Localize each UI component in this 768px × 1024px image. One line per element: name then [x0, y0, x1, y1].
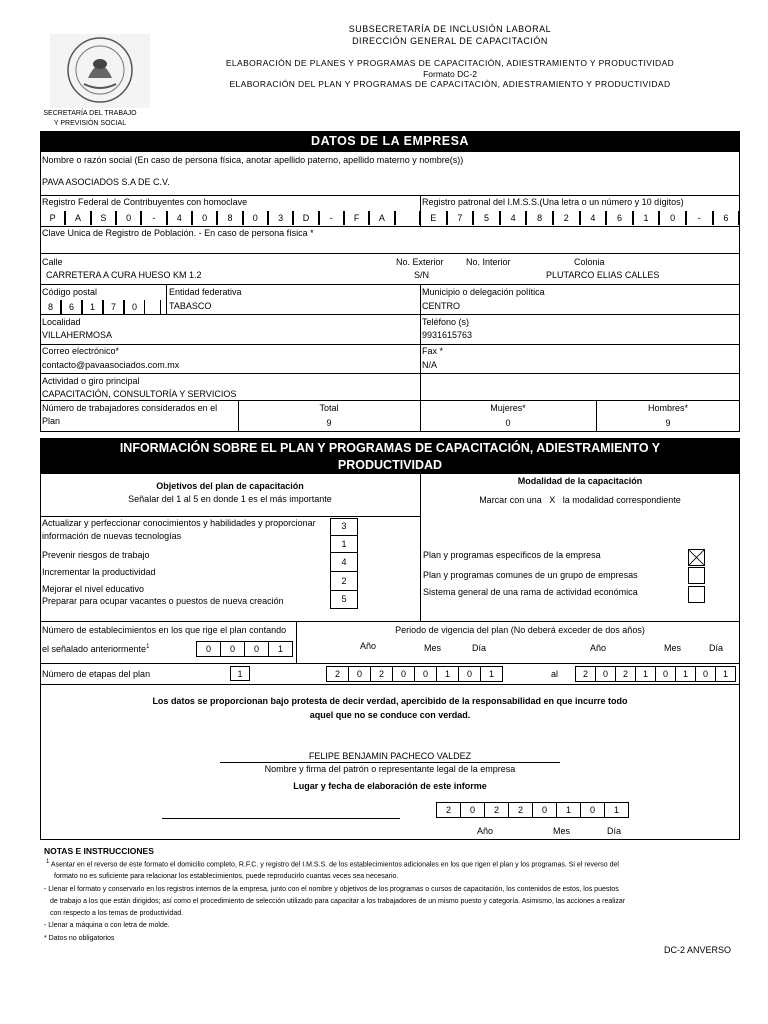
- actividad-label: Actividad o giro principal: [42, 376, 140, 386]
- plan-title-line2: PRODUCTIVIDAD: [337, 458, 443, 472]
- vigencia-al-label: al: [551, 669, 559, 679]
- footnote-marker: 1: [146, 644, 150, 650]
- correo-label: Correo electrónico*: [42, 346, 120, 356]
- char-cell: 0: [196, 641, 221, 657]
- char-cell: D: [293, 211, 318, 225]
- char-cell: 0: [220, 641, 245, 657]
- trabajadores-label2: Plan: [42, 416, 61, 426]
- objetivos-title: Objetivos del plan de capacitación: [156, 481, 304, 491]
- no-ext-value[interactable]: S/N: [414, 270, 430, 280]
- rank-value[interactable]: 4: [341, 557, 347, 567]
- footnote-marker: 1: [46, 859, 50, 865]
- char-cell: A: [65, 211, 90, 225]
- lugar-line: [162, 818, 400, 819]
- char-cell: 1: [633, 211, 660, 225]
- vigencia-anio-label: Año: [590, 643, 607, 653]
- char-cell: 0: [124, 300, 145, 314]
- char-cell: 6: [606, 211, 633, 225]
- vigencia-mes-label: Mes: [664, 643, 682, 653]
- establecimientos-label2: [42, 644, 149, 654]
- form-title2: ELABORACIÓN DEL PLAN Y PROGRAMAS DE CAPACITACIÓN, ADIESTRAMIENTO Y PRODUCTIVIDAD: [229, 79, 671, 89]
- fecha-field[interactable]: [436, 802, 629, 818]
- cp-field[interactable]: [40, 300, 161, 314]
- vigencia-label: Periodo de vigencia del plan (No deberá exceder de dos años): [395, 625, 645, 635]
- char-cell: 1: [635, 666, 656, 682]
- rank-value[interactable]: 5: [341, 594, 347, 604]
- char-cell: F: [344, 211, 369, 225]
- org-line1: SUBSECRETARÍA DE INCLUSIÓN LABORAL: [348, 24, 552, 34]
- char-cell: 0: [192, 211, 217, 225]
- rfc-field[interactable]: [40, 211, 421, 225]
- char-cell: 2: [553, 211, 580, 225]
- trabajadores-label1: Número de trabajadores considerados en el: [42, 403, 218, 413]
- modalidad-3-label: Sistema general de una rama de actividad económica: [423, 587, 638, 597]
- correo-value[interactable]: contacto@pavaasociados.com.mx: [42, 360, 180, 370]
- actividad-value[interactable]: CAPACITACIÓN, CONSULTORÍA Y SERVICIOS: [42, 389, 237, 399]
- representante-nombre[interactable]: FELIPE BENJAMIN PACHECO VALDEZ: [308, 751, 472, 761]
- municipio-value[interactable]: CENTRO: [422, 301, 460, 311]
- nota-1-line2: formato no es suficiente para relacionar los establecimientos, puede reproducirlo cuantas veces sea necesario.: [54, 873, 399, 880]
- char-cell: 1: [82, 300, 103, 314]
- rank-value[interactable]: 1: [341, 539, 347, 549]
- municipio-label: Municipio o delegación política: [422, 287, 545, 297]
- objetivos-subtitle: Señalar del 1 al 5 en donde 1 es el más importante: [128, 494, 332, 504]
- localidad-value[interactable]: VILLAHERMOSA: [42, 330, 113, 340]
- telefono-value[interactable]: 9931615763: [422, 330, 473, 340]
- char-cell: 4: [500, 211, 527, 225]
- char-cell: 8: [40, 300, 61, 314]
- national-seal-icon: [40, 30, 160, 110]
- char-cell: 1: [268, 641, 293, 657]
- nota-1-text: Asentar en el reverso de este formato el domicilio completo, R.F.C. y registro del I.M.S.S. de los establecimientos adicionales en los que rigen el plan y los programas. Si el reverso del: [50, 861, 619, 869]
- char-cell: -: [319, 211, 344, 225]
- fecha-dia-label: Día: [607, 826, 622, 836]
- calle-value[interactable]: CARRETERA A CURA HUESO KM 1.2: [46, 270, 202, 280]
- fecha-anio-label: Año: [477, 826, 494, 836]
- rank-value[interactable]: 2: [341, 576, 347, 586]
- char-cell: 8: [217, 211, 242, 225]
- char-cell: 2: [326, 666, 349, 682]
- total-value[interactable]: 9: [326, 418, 332, 428]
- org-line2: DIRECCIÓN GENERAL DE CAPACITACIÓN: [352, 36, 548, 46]
- secretaria-line1: SECRETARÍA DEL TRABAJO: [43, 110, 137, 117]
- firma-line: [220, 762, 560, 763]
- vigencia-mes-label: Mes: [424, 643, 442, 653]
- char-cell: 2: [508, 802, 533, 818]
- lugar-fecha-label: Lugar y fecha de elaboración de este informe: [293, 781, 487, 791]
- char-cell: E: [420, 211, 447, 225]
- modalidad-1-label: Plan y programas específicos de la empresa: [423, 550, 601, 560]
- modalidad-title: Modalidad de la capacitación: [517, 476, 643, 486]
- representante-label: Nombre y firma del patrón o representante legal de la empresa: [264, 764, 516, 774]
- colonia-label: Colonia: [574, 257, 605, 267]
- char-cell: 0: [595, 666, 616, 682]
- plan-title-line1: INFORMACIÓN SOBRE EL PLAN Y PROGRAMAS DE CAPACITACIÓN, ADIESTRAMIENTO Y: [119, 441, 661, 455]
- char-cell: 0: [460, 802, 485, 818]
- char-cell: 4: [580, 211, 607, 225]
- curp-label: Clave Unica de Registro de Población. - En caso de persona física *: [42, 228, 314, 238]
- secretaria-line2: Y PREVISIÓN SOCIAL: [53, 120, 127, 127]
- objetivo-4-label2: Preparar para ocupar vacantes o puestos de nueva creación: [42, 596, 284, 606]
- char-cell: 0: [655, 666, 676, 682]
- establecimientos-label1: Número de establecimientos en los que rige el plan contando: [42, 625, 287, 635]
- nota-2-line2: de trabajo a los que están dirigidos; así como el procedimiento de selección utilizado para capacitar a los trabajadores de un mismo puesto y categoría. Asimismo, las acciones a realizar: [50, 898, 626, 905]
- char-cell: -: [141, 211, 166, 225]
- char-cell: 1: [556, 802, 581, 818]
- calle-label: Calle: [42, 257, 63, 267]
- localidad-label: Localidad: [42, 317, 81, 327]
- char-cell: A: [369, 211, 394, 225]
- entidad-label: Entidad federativa: [169, 287, 242, 297]
- no-int-label: No. Interior: [466, 257, 511, 267]
- char-cell: 1: [436, 666, 459, 682]
- char-cell: 2: [575, 666, 596, 682]
- char-cell: 8: [526, 211, 553, 225]
- nota-4: * Datos no obligatorios: [44, 935, 115, 942]
- nota-1-line1: [46, 859, 619, 868]
- char-cell: 1: [715, 666, 736, 682]
- notas-title: NOTAS E INSTRUCCIONES: [44, 846, 154, 856]
- vigencia-dia-label: Día: [709, 643, 724, 653]
- vigencia-dia-label: Día: [472, 643, 487, 653]
- char-cell: 2: [436, 802, 461, 818]
- objetivo-1-label1: Actualizar y perfeccionar conocimientos y habilidades y proporcionar: [42, 518, 316, 528]
- nota-2-line3: con respecto a los temas de productividad.: [50, 910, 184, 917]
- modalidad-1-checkbox[interactable]: [688, 549, 705, 566]
- char-cell: 6: [713, 211, 740, 225]
- char-cell: 0: [458, 666, 481, 682]
- char-cell: S: [91, 211, 116, 225]
- razon-value[interactable]: PAVA ASOCIADOS S.A DE C.V.: [42, 177, 170, 187]
- hombres-value[interactable]: 9: [665, 418, 671, 428]
- char-cell: 2: [615, 666, 636, 682]
- char-cell: 2: [484, 802, 509, 818]
- char-cell: 6: [61, 300, 82, 314]
- modalidad-2-checkbox[interactable]: [688, 567, 705, 584]
- cp-label: Código postal: [42, 287, 98, 297]
- objetivo-3-label: Incrementar la productividad: [42, 567, 156, 577]
- char-cell: 0: [348, 666, 371, 682]
- objetivo-2-label: Prevenir riesgos de trabajo: [42, 550, 150, 560]
- char-cell: 1: [604, 802, 629, 818]
- char-cell: 2: [370, 666, 393, 682]
- char-cell: 0: [580, 802, 605, 818]
- razon-label: Nombre o razón social (En caso de persona física, anotar apellido paterno, apellido materno y nombre(s)): [42, 155, 464, 165]
- etapas-label: Número de etapas del plan: [42, 669, 151, 679]
- char-cell: 0: [532, 802, 557, 818]
- colonia-value[interactable]: PLUTARCO ELIAS CALLES: [546, 270, 660, 280]
- char-cell: 7: [103, 300, 124, 314]
- rank-value[interactable]: 3: [341, 521, 347, 531]
- rfc-label: Registro Federal de Contribuyentes con homoclave: [42, 197, 248, 207]
- char-cell: 0: [243, 211, 268, 225]
- char-cell: 0: [392, 666, 415, 682]
- char-cell: 4: [167, 211, 192, 225]
- x-mark-icon: [689, 550, 704, 565]
- section-header-plan: [40, 438, 740, 474]
- char-cell: 5: [473, 211, 500, 225]
- fax-value[interactable]: N/A: [422, 360, 438, 370]
- mujeres-label: Mujeres*: [490, 403, 526, 413]
- char-cell: 0: [244, 641, 269, 657]
- vigencia-inicio-field[interactable]: [326, 666, 503, 682]
- footer-code: DC-2 ANVERSO: [664, 945, 732, 955]
- entidad-value[interactable]: TABASCO: [169, 301, 212, 311]
- protesta-line1: Los datos se proporcionan bajo protesta de decir verdad, apercibido de la responsabilidad en que incurre todo: [152, 696, 628, 706]
- char-cell: -: [686, 211, 713, 225]
- char-cell: P: [40, 211, 65, 225]
- nota-3: - Llenar a máquina o con letra de molde.: [44, 922, 170, 929]
- hombres-label: Hombres*: [647, 403, 688, 413]
- objetivo-4-label1: Mejorar el nivel educativo: [42, 584, 145, 594]
- no-ext-label: No. Exterior: [396, 257, 444, 267]
- char-cell: 1: [480, 666, 503, 682]
- imss-label: Registro patronal del I.M.S.S.(Una letra o un número y 10 dígitos): [422, 197, 684, 207]
- char-cell: 1: [675, 666, 696, 682]
- protesta-line2: aquel que no se conduce con verdad.: [309, 710, 471, 720]
- form-title1: ELABORACIÓN DE PLANES Y PROGRAMAS DE CAPACITACIÓN, ADIESTRAMIENTO Y PRODUCTIVIDAD: [225, 58, 675, 68]
- establecimientos-label2-text: el señalado anteriormente: [42, 644, 147, 654]
- modalidad-2-label: Plan y programas comunes de un grupo de empresas: [423, 570, 638, 580]
- char-cell: 7: [447, 211, 474, 225]
- vigencia-fin-field[interactable]: [575, 666, 736, 682]
- objetivo-1-label2: información de nuevas tecnologías: [42, 531, 182, 541]
- char-cell: 0: [116, 211, 141, 225]
- modalidad-subtitle: Marcar con una X la modalidad correspondiente: [479, 495, 681, 505]
- logo-block: [40, 30, 160, 130]
- char-cell: 3: [268, 211, 293, 225]
- fax-label: Fax *: [422, 346, 444, 356]
- modalidad-3-checkbox[interactable]: [688, 586, 705, 603]
- char-cell: [395, 211, 420, 225]
- imss-field[interactable]: [420, 211, 740, 225]
- section-header-empresa: DATOS DE LA EMPRESA: [40, 131, 740, 152]
- total-label: Total: [319, 403, 339, 413]
- etapas-field[interactable]: [230, 666, 250, 681]
- mujeres-value[interactable]: 0: [505, 418, 511, 428]
- telefono-label: Teléfono (s): [422, 317, 470, 327]
- establecimientos-field[interactable]: [196, 641, 293, 657]
- char-cell: 0: [414, 666, 437, 682]
- char-cell: 0: [695, 666, 716, 682]
- format-code: Formato DC-2: [423, 69, 477, 79]
- etapas-value: 1: [237, 669, 243, 679]
- vigencia-anio-label: Año: [360, 641, 377, 651]
- fecha-mes-label: Mes: [553, 826, 571, 836]
- char-cell: 0: [659, 211, 686, 225]
- nota-2-line1: - Llenar el formato y conservarlo en los registros internos de la empresa, junto con el nombre y objetivos de los programas o cursos de capacitación, los contenidos de estos, los puestos: [44, 886, 619, 893]
